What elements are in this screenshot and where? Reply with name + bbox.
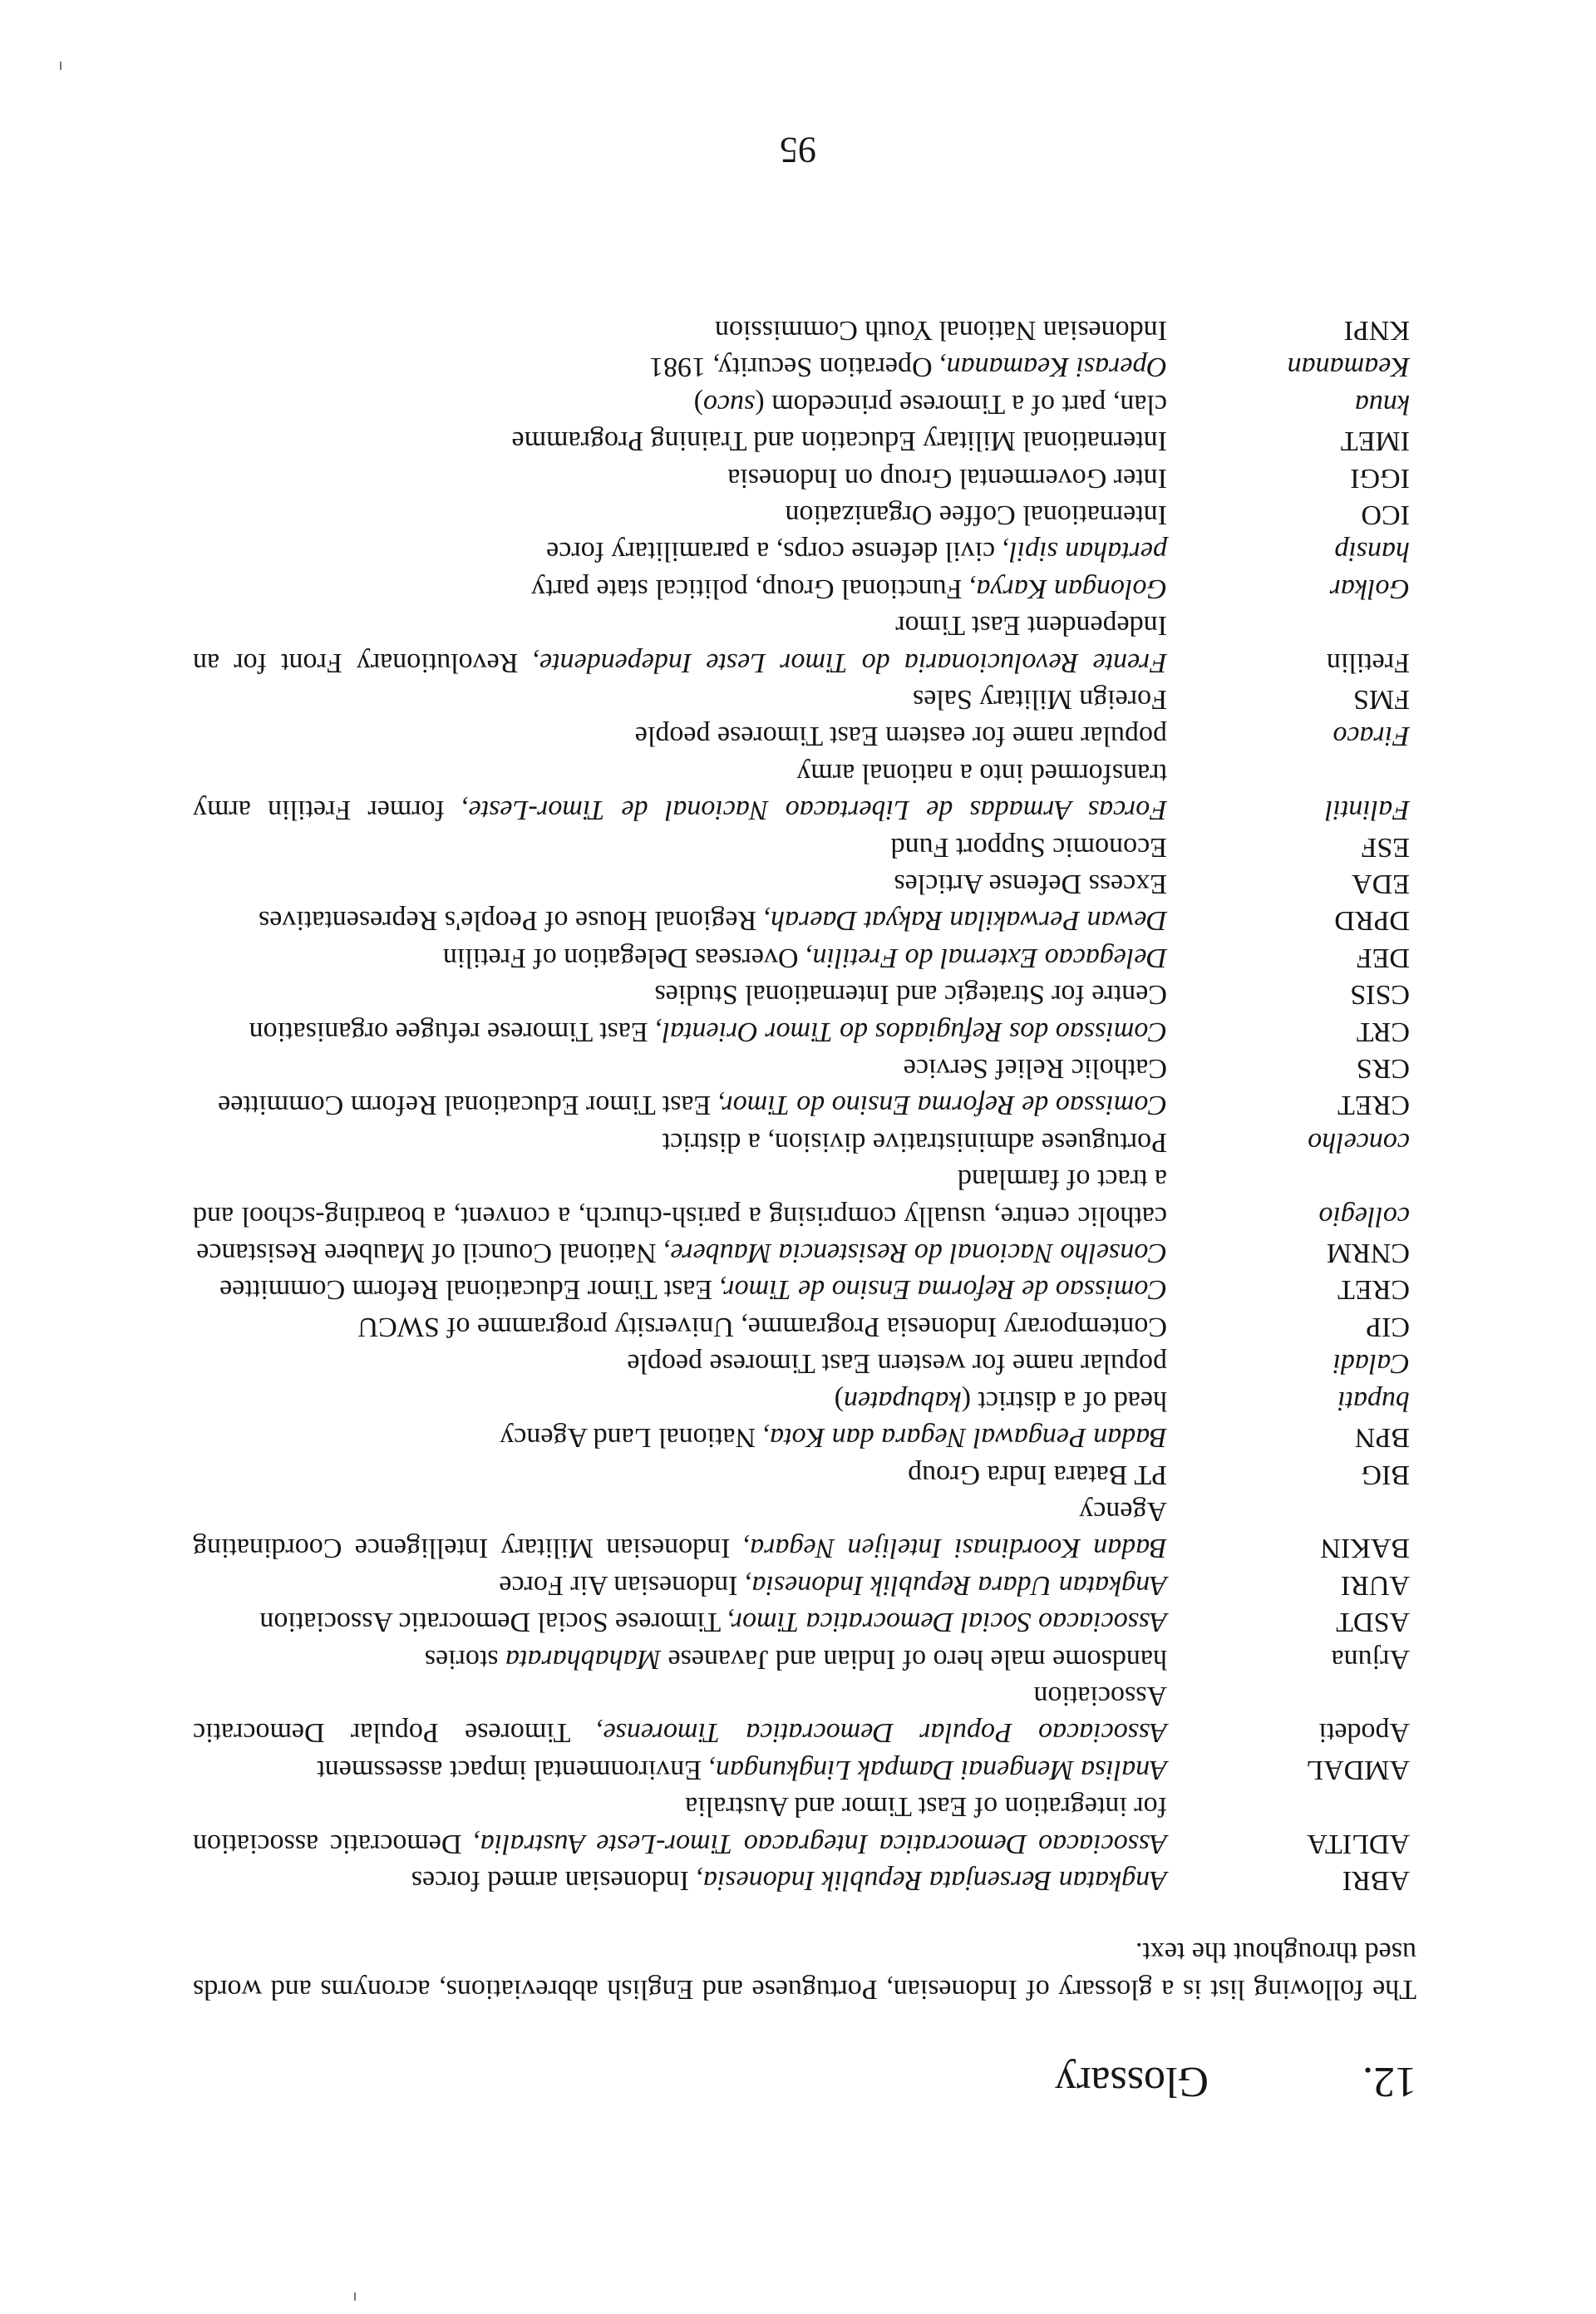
glossary-definition <box>193 902 1167 938</box>
glossary-term: FMS <box>1352 684 1410 715</box>
chapter-number: 12. <box>1362 2058 1416 2105</box>
glossary-entry <box>193 681 1416 717</box>
definition-text: Economic Support Fund <box>890 831 1167 863</box>
definition-italic-text: Angkatan Udara Republik Indonesia, <box>744 1569 1167 1601</box>
glossary-term: concelho <box>1308 1126 1410 1158</box>
glossary-definition <box>193 1086 1167 1123</box>
glossary-definition <box>193 1788 1167 1862</box>
definition-text: National Council of Maubere Resistance <box>196 1238 664 1269</box>
glossary-term: Keamanan <box>1287 352 1410 383</box>
glossary-definition <box>193 681 1167 717</box>
definition-italic-text: Dewan Perwakilan Rakyat Daerah, <box>763 905 1167 937</box>
glossary-definition <box>193 1381 1167 1418</box>
glossary-entry <box>193 1271 1416 1307</box>
definition-italic-text: Conselho Nacional do Resistencia Maubere, <box>663 1238 1167 1269</box>
glossary-definition <box>193 1862 1167 1898</box>
definition-text: Indonesian National Youth Commission <box>714 314 1167 346</box>
glossary-entry <box>193 1012 1416 1049</box>
definition-text: Revolutionary Front for an Independent East Timor <box>193 610 1167 678</box>
glossary-definition <box>193 496 1167 533</box>
definition-text: former Fretilin army transformed into a national army <box>193 757 1167 826</box>
glossary-term: DEF <box>1356 942 1410 973</box>
definition-text: Excess Defense Articles <box>894 869 1167 900</box>
page-number: 95 <box>780 130 816 170</box>
glossary-definition <box>193 1603 1167 1640</box>
definition-italic-text: Badan Koordinasi Intelijen Negara, <box>742 1533 1167 1564</box>
intro-paragraph <box>193 1933 1416 2008</box>
glossary-definition <box>193 569 1167 606</box>
glossary-term: DPRD <box>1334 905 1410 937</box>
glossary-term: collegio <box>1318 1200 1410 1232</box>
glossary-definition <box>193 938 1167 975</box>
glossary-definition <box>193 1123 1167 1159</box>
definition-text: Environmental impact assessment <box>317 1754 709 1785</box>
glossary-entry <box>193 1677 1416 1751</box>
definition-italic-text: Frente Revolucionaria do Timor Leste Independente, <box>532 647 1167 678</box>
glossary-entry <box>193 1788 1416 1862</box>
definition-italic-text: Comissao dos Refugiados do Timor Oriental, <box>655 1016 1167 1047</box>
definition-text: civil defense corps, a paramilitary force <box>546 536 1002 568</box>
glossary-term: CRET <box>1337 1090 1410 1121</box>
glossary-term: Apodeti <box>1318 1717 1410 1749</box>
definition-text: Contemporary Indonesia Programme, University programme of SWCU <box>357 1311 1167 1342</box>
glossary-definition <box>193 754 1167 828</box>
glossary-term: IGGI <box>1350 462 1410 494</box>
glossary-definition <box>193 1750 1167 1787</box>
glossary-definition <box>193 348 1167 385</box>
definition-italic-text: pertahan sipil, <box>1002 536 1167 568</box>
glossary-definition <box>193 1640 1167 1676</box>
glossary-term: CRS <box>1356 1053 1410 1085</box>
definition-italic-text: Angkatan Bersenjata Republik Indonesia, <box>696 1865 1167 1896</box>
glossary-definition <box>193 1308 1167 1345</box>
glossary-definition <box>193 828 1167 864</box>
glossary-entry <box>193 1419 1416 1455</box>
definition-italic-text: Analisa Mengenai Dampak Lingkungan, <box>708 1754 1167 1785</box>
glossary-term: ICO <box>1361 499 1410 530</box>
definition-italic-text: Forcas Armadas de Libertacao Nacional de Timor-Leste, <box>461 795 1167 826</box>
definition-text: Portuguese administrative division, a district <box>662 1126 1167 1158</box>
glossary-term: Golkar <box>1329 573 1410 604</box>
definition-italic-text: Associacao Democratica Integracao Timor-Leste Australia, <box>473 1828 1167 1859</box>
definition-italic-text: suco <box>702 388 756 420</box>
glossary-definition <box>193 385 1167 421</box>
definition-text: International Coffee Organization <box>785 499 1167 530</box>
definition-text: Regional House of People's Representatives <box>259 905 764 937</box>
definition-text: Inter Govermental Group on Indonesia <box>727 462 1167 494</box>
definition-text: Centre for Strategic and International Studies <box>654 979 1167 1011</box>
glossary-term: AMDAL <box>1306 1754 1410 1785</box>
intro-text: The following list is a glossary of Indonesian, Portuguese and English abbreviations, acronyms and words used throughout the text. <box>193 1937 1416 2005</box>
glossary-term: ASDT <box>1336 1607 1410 1638</box>
glossary-definition <box>193 976 1167 1012</box>
glossary-term: Caladi <box>1332 1348 1410 1380</box>
definition-text: Overseas Delegation of Fretilin <box>442 942 806 973</box>
definition-text: clan, part of a Timorese princedom ( <box>755 388 1167 420</box>
definition-italic-text: Operasi Keamanan, <box>939 352 1167 383</box>
glossary-definition <box>193 1566 1167 1603</box>
chapter-heading <box>1055 2057 1416 2106</box>
glossary-entry <box>193 1160 1416 1234</box>
glossary-entry <box>193 1381 1416 1418</box>
glossary-term: CSIS <box>1350 979 1410 1011</box>
definition-text: National Land Agency <box>500 1422 763 1454</box>
glossary-definition <box>193 533 1167 569</box>
definition-text: ) <box>834 1385 844 1416</box>
glossary-entry <box>193 1308 1416 1345</box>
glossary-entry <box>193 1050 1416 1086</box>
glossary-definition <box>193 422 1167 459</box>
scan-mark <box>60 62 62 70</box>
chapter-title: Glossary <box>1055 2058 1209 2105</box>
definition-text: East Timorese refugee organisation <box>249 1016 656 1047</box>
glossary-entry <box>193 1086 1416 1123</box>
definition-text: Indonesian Military Intelligence Coordinating Agency <box>193 1495 1167 1564</box>
glossary-entry <box>193 569 1416 606</box>
glossary-entry <box>193 754 1416 828</box>
glossary-entry <box>193 459 1416 495</box>
glossary-entry <box>193 533 1416 569</box>
definition-italic-text: Comissao de Reforma Ensino do Timor, <box>717 1090 1167 1121</box>
definition-text: catholic centre, usually comprising a parish-church, a convent, a boarding-school and a tract of farmland <box>193 1164 1167 1232</box>
glossary-entry <box>193 828 1416 864</box>
definition-italic-text: Comissao de Reforma Ensino de Timor, <box>719 1274 1167 1306</box>
glossary-definition <box>193 607 1167 681</box>
definition-text: East Timor Educational Reform Committee <box>219 1274 720 1306</box>
glossary-term: AURI <box>1340 1569 1410 1601</box>
definition-text: ) <box>693 388 703 420</box>
definition-italic-text: kabupaten <box>844 1385 962 1416</box>
glossary-term: Fretilin <box>1326 647 1410 678</box>
definition-text: Timorese Social Democratic Association <box>259 1607 728 1638</box>
glossary-definition <box>193 1160 1167 1234</box>
definition-text: International Military Education and Training Programme <box>511 426 1167 457</box>
glossary-entry <box>193 422 1416 459</box>
glossary-term: IMET <box>1340 426 1410 457</box>
glossary-entry <box>193 348 1416 385</box>
definition-text: Indonesian armed forces <box>411 1865 697 1896</box>
glossary-definition <box>193 1493 1167 1567</box>
definition-italic-text: Mahabharata <box>505 1643 662 1675</box>
glossary-entry <box>193 1123 1416 1159</box>
glossary-entry <box>193 385 1416 421</box>
glossary-entry <box>193 938 1416 975</box>
glossary-entry <box>193 1862 1416 1898</box>
glossary-definition <box>193 1455 1167 1492</box>
scan-mark <box>354 2292 356 2301</box>
definition-text: handsome male hero of Indian and Javanese <box>661 1643 1167 1675</box>
glossary-definition <box>193 1234 1167 1271</box>
glossary-entry <box>193 312 1416 348</box>
definition-text: PT Batara Indra Group <box>908 1459 1167 1490</box>
glossary-term: hansip <box>1334 536 1410 568</box>
glossary-term: Firaco <box>1332 721 1410 752</box>
glossary-entry <box>193 865 1416 902</box>
glossary-term: Falintil <box>1325 795 1410 826</box>
glossary-definition <box>193 1345 1167 1381</box>
glossary-entry <box>193 1566 1416 1603</box>
glossary-term: CNRM <box>1326 1238 1410 1269</box>
glossary-definition <box>193 1419 1167 1455</box>
glossary-term: BAKIN <box>1320 1533 1410 1564</box>
glossary-entry <box>193 976 1416 1012</box>
definition-text: Operation Security, 1981 <box>649 352 940 383</box>
glossary-term: ESF <box>1361 831 1410 863</box>
definition-text: East Timor Educational Reform Committee <box>218 1090 718 1121</box>
glossary-term: CIP <box>1366 1311 1410 1342</box>
glossary-entry <box>193 1493 1416 1567</box>
glossary-term: ADLITA <box>1307 1828 1410 1859</box>
glossary-entry <box>193 1455 1416 1492</box>
definition-text: Functional Group, political state party <box>531 573 969 604</box>
glossary-term: Arjuna <box>1331 1643 1410 1675</box>
glossary-definition <box>193 312 1167 348</box>
glossary-definition <box>193 1012 1167 1049</box>
glossary-entry <box>193 902 1416 938</box>
glossary-entry <box>193 717 1416 754</box>
glossary-entry <box>193 1640 1416 1676</box>
glossary-term: EDA <box>1352 869 1410 900</box>
glossary-definition <box>193 865 1167 902</box>
glossary-entry <box>193 1345 1416 1381</box>
glossary-term: BIG <box>1361 1459 1410 1490</box>
glossary-entry <box>193 1750 1416 1787</box>
glossary-term: ABRI <box>1342 1865 1410 1896</box>
glossary-definition <box>193 1050 1167 1086</box>
definition-text: Indonesian Air Force <box>499 1569 745 1601</box>
definition-text: Foreign Military Sales <box>913 684 1167 715</box>
glossary-entry <box>193 1234 1416 1271</box>
definition-text: popular name for western East Timorese people <box>627 1348 1167 1380</box>
glossary-definition <box>193 1271 1167 1307</box>
glossary-term: BPN <box>1354 1422 1410 1454</box>
definition-text: Democratic association for integration of East Timor and Australia <box>193 1791 1167 1859</box>
definition-italic-text: Delegacao External do Fretilin, <box>805 942 1167 973</box>
glossary-list <box>193 312 1416 1898</box>
glossary-definition <box>193 459 1167 495</box>
glossary-entry <box>193 1603 1416 1640</box>
definition-text: stories <box>424 1643 506 1675</box>
definition-italic-text: Associacao Popular Democratica Timorense, <box>596 1717 1167 1749</box>
definition-italic-text: Badan Pengawal Negara dan Kota, <box>762 1422 1167 1454</box>
glossary-entry <box>193 607 1416 681</box>
glossary-definition <box>193 717 1167 754</box>
glossary-definition <box>193 1677 1167 1751</box>
glossary-term: KNPI <box>1343 314 1410 346</box>
definition-text: Catholic Relief Service <box>903 1053 1167 1085</box>
glossary-term: CRET <box>1337 1274 1410 1306</box>
glossary-term: CRT <box>1356 1016 1410 1047</box>
definition-italic-text: Golongan Karya, <box>969 573 1167 604</box>
glossary-entry <box>193 496 1416 533</box>
glossary-term: bupati <box>1337 1385 1410 1416</box>
definition-text: head of a district ( <box>961 1385 1167 1416</box>
definition-italic-text: Associacao Social Democratica Timor, <box>727 1607 1167 1638</box>
definition-text: Timorese Popular Democratic Association <box>193 1680 1167 1749</box>
definition-text: popular name for eastern East Timorese people <box>634 721 1167 752</box>
glossary-term: knua <box>1354 388 1410 420</box>
